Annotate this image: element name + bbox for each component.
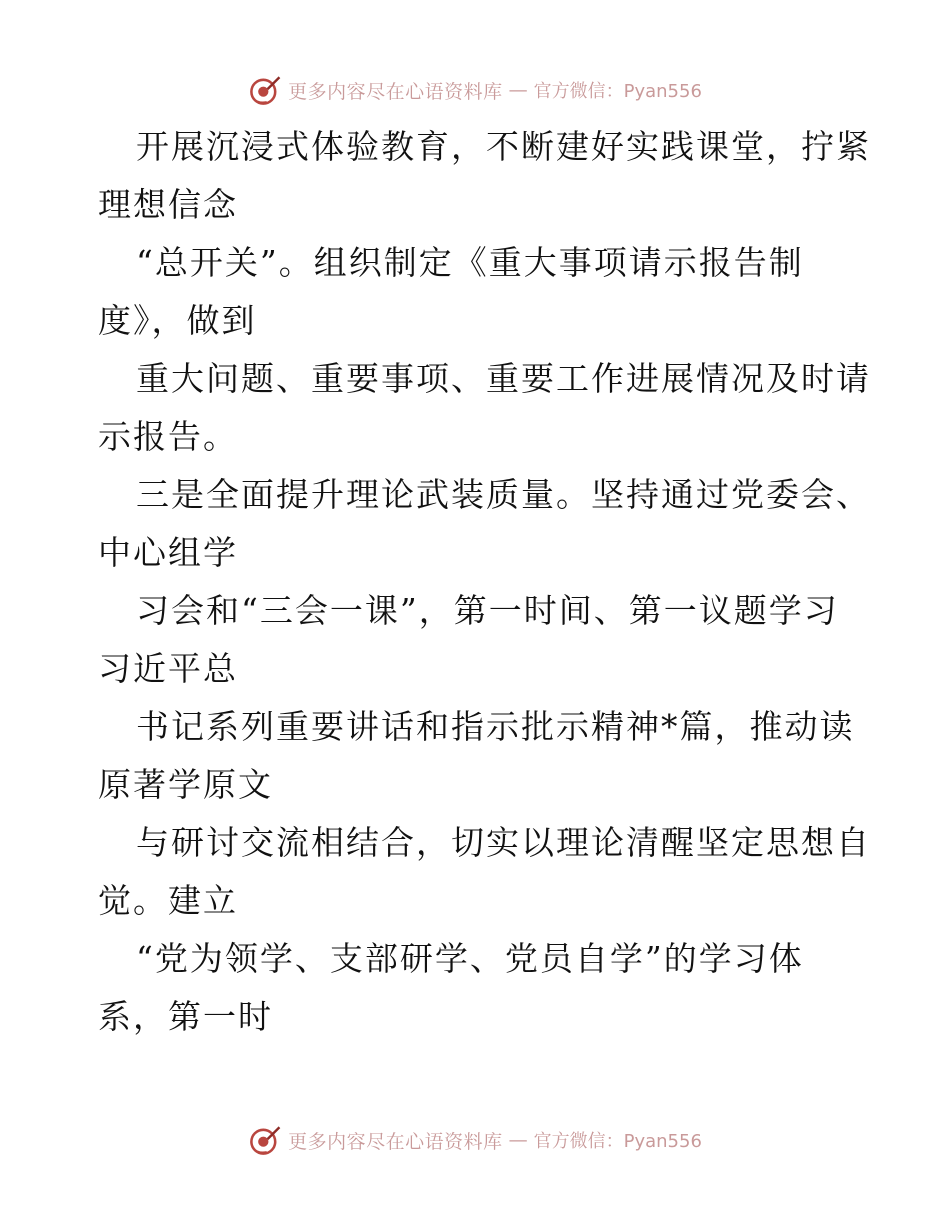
watermark-text: 更多内容尽在心语资料库	[288, 1130, 503, 1153]
text-line: 习会和“三会一课”，第一时间、第一议题学习	[136, 591, 839, 630]
text-line: 开展沉浸式体验教育，不断建好实践课堂，拧紧	[136, 127, 871, 166]
watermark-dash: —	[508, 79, 528, 101]
watermark-wechat-label: 官方微信：Pyan556	[533, 1131, 702, 1152]
pen-circle-logo-icon	[248, 1123, 282, 1157]
text-line: 与研讨交流相结合，切实以理论清醒坚定思想自	[136, 823, 871, 862]
footer-watermark	[0, 1120, 950, 1160]
text-line: 习近平总	[98, 649, 238, 688]
text-line: 重大问题、重要事项、重要工作进展情况及时请	[136, 359, 871, 398]
text-line: 示报告。	[98, 417, 238, 456]
text-line: 原著学原文	[98, 765, 273, 804]
text-line: 系，第一时	[98, 997, 273, 1036]
watermark-dash: —	[508, 1129, 528, 1151]
watermark-wechat-label: 官方微信：Pyan556	[533, 81, 702, 102]
text-line: 觉。建立	[98, 881, 238, 920]
text-line: 书记系列重要讲话和指示批示精神*篇，推动读	[136, 707, 855, 746]
text-line: 中心组学	[98, 533, 238, 572]
text-line: “党为领学、支部研学、党员自学”的学习体	[136, 939, 804, 978]
header-watermark	[0, 70, 950, 110]
document-body	[98, 118, 871, 1046]
text-line: 度》，做到	[98, 301, 257, 340]
pen-circle-logo-icon	[248, 73, 282, 107]
text-line: 理想信念	[98, 185, 238, 224]
text-line: “总开关”。组织制定《重大事项请示报告制	[136, 243, 804, 282]
text-line: 三是全面提升理论武装质量。坚持通过党委会、	[136, 475, 871, 514]
watermark-text: 更多内容尽在心语资料库	[288, 80, 503, 103]
